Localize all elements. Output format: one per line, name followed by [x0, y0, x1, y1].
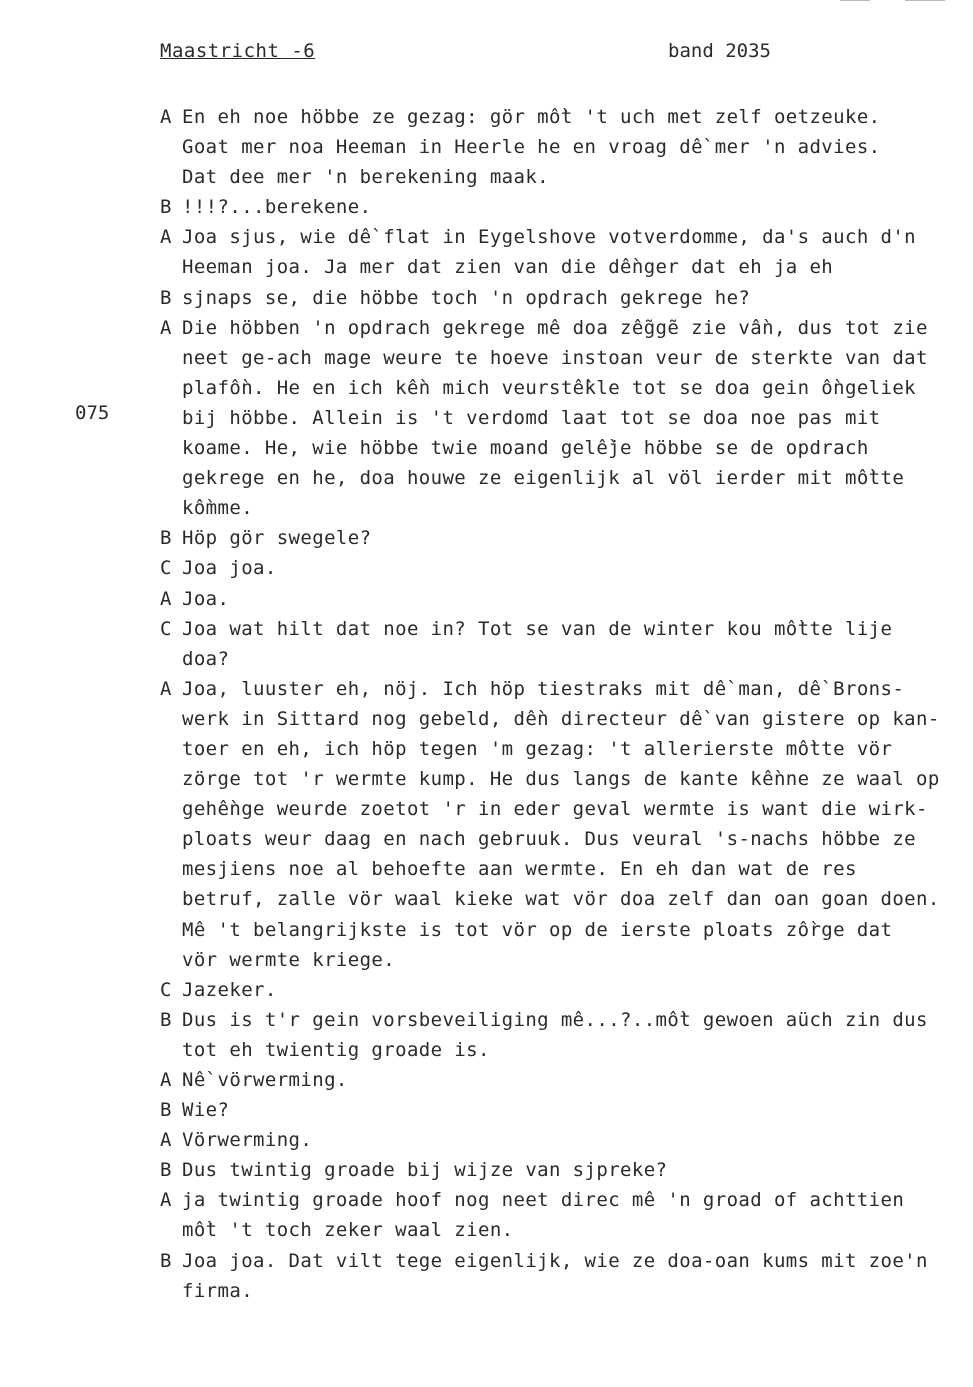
utterance-line: gehềnge weurde zoetot 'r in eder geval wermte is want die wirk-: [182, 798, 928, 821]
utterance: [182, 1065, 970, 1095]
page-title: Maastricht -6: [160, 40, 316, 62]
utterance-line: mesjiens noe al behoefte aan wermte. En eh dan wat de res: [182, 858, 857, 881]
utterance: [182, 1155, 970, 1185]
utterance-line: mồt 't toch zeker waal zien.: [182, 1219, 514, 1242]
speaker-label: C: [160, 978, 172, 1001]
utterance-line: firma.: [182, 1279, 254, 1302]
utterance-line: Wie?: [182, 1099, 230, 1122]
transcript-turn: [160, 192, 970, 222]
utterance: [182, 192, 970, 222]
utterance-line: koame. He, wie höbbe twie moand gelềje höbbe se de opdrach: [182, 437, 869, 460]
utterance-line: Nề vörwerming.: [182, 1069, 348, 1091]
utterance: [182, 313, 970, 524]
utterance-line: ploats weur daag en nach gebruuk. Dus veural 's-nachs höbbe ze: [182, 828, 917, 851]
utterance: [182, 1185, 970, 1245]
utterance: [182, 1246, 970, 1306]
speaker-label: A: [160, 1129, 172, 1152]
utterance-line: werk in Sittard nog gebeld, dền directeur dề van gistere op kan-: [182, 707, 940, 730]
utterance: [182, 222, 970, 282]
utterance: [182, 614, 970, 674]
utterance-line: Jazeker.: [182, 978, 277, 1001]
transcript-turn: [160, 1246, 970, 1306]
transcript-turn: [160, 222, 970, 282]
utterance: [182, 102, 970, 192]
transcript-turn: [160, 523, 970, 553]
utterance-line: vör wermte kriege.: [182, 948, 396, 971]
utterance-line: Joa, luuster eh, nöj. Ich höp tiestraks mit dề man, dề Brons-: [182, 677, 905, 700]
speaker-label: B: [160, 1008, 172, 1031]
speaker-label: A: [160, 587, 172, 610]
transcript-turn: [160, 1185, 970, 1245]
utterance: [182, 1125, 970, 1155]
utterance-line: Dus twintig groade bij wijze van sjpreke?: [182, 1159, 668, 1182]
speaker-label: A: [160, 1069, 172, 1091]
utterance-line: betruf, zalle vör waal kieke wat vör doa zelf dan oan goan doen.: [182, 888, 940, 911]
transcript-turn: [160, 975, 970, 1005]
speaker-label: C: [160, 617, 172, 640]
utterance-line: !!!?...berekene.: [182, 196, 372, 219]
utterance-line: Joa sjus, wie dề flat in Eygelshove votverdomme, da's auch d'n: [182, 226, 917, 249]
utterance-line: Joa joa.: [182, 557, 277, 580]
transcript-turn: [160, 1095, 970, 1125]
utterance-line: Die höbben 'n opdrach gekrege mê doa zễggẽ zie vần, dus tot zie: [182, 316, 928, 339]
utterance-line: Joa joa. Dat vilt tege eigenlijk, wie ze doa-oan kums mit zoe'n: [182, 1249, 928, 1272]
utterance-line: neet ge-ach mage weure te hoeve instoan veur de sterkte van dat: [182, 346, 928, 369]
transcript-turn: [160, 674, 970, 975]
speaker-label: B: [160, 1159, 172, 1182]
transcript-turn: [160, 1155, 970, 1185]
scan-edge-mark: [905, 0, 945, 1]
utterance-line: sjnaps se, die höbbe toch 'n opdrach gekrege he?: [182, 286, 751, 309]
utterance-line: gekrege en he, doa houwe ze eigenlijk al völ ierder mit mồtte: [182, 467, 905, 490]
scan-edge-mark: [840, 0, 870, 1]
transcript-turn: [160, 553, 970, 583]
utterance-line: doa?: [182, 647, 230, 670]
speaker-label: B: [160, 286, 172, 309]
utterance-line: En eh noe höbbe ze gezag: gör mồt 't uch met zelf oetzeuke.: [182, 106, 881, 128]
transcript-turn: [160, 1125, 970, 1155]
utterance-line: toer en eh, ich höp tegen 'm gezag: 't allerierste mồtte vör: [182, 737, 893, 760]
margin-counter: 075: [75, 402, 110, 424]
speaker-label: B: [160, 1099, 172, 1122]
utterance: [182, 1095, 970, 1125]
tape-number: band 2035: [668, 40, 771, 62]
speaker-label: B: [160, 196, 172, 219]
speaker-label: C: [160, 557, 172, 580]
utterance-line: bij höbbe. Allein is 't verdomd laat tot se doa noe pas mit: [182, 406, 881, 429]
utterance-line: Dus is t'r gein vorsbeveiliging mê...?..mồt gewoen aüch zin dus: [182, 1008, 928, 1031]
utterance-line: Joa wat hilt dat noe in? Tot se van de winter kou mồtte lije: [182, 617, 893, 640]
utterance: [182, 553, 970, 583]
speaker-label: B: [160, 1249, 172, 1272]
utterance-line: kồmme.: [182, 497, 254, 520]
utterance-line: Höp gör swegele?: [182, 527, 372, 550]
transcript-turn: [160, 1065, 970, 1095]
transcript-turn: [160, 283, 970, 313]
utterance: [182, 283, 970, 313]
transcript-turn: [160, 1005, 970, 1065]
transcript-turn: [160, 584, 970, 614]
utterance: [182, 975, 970, 1005]
utterance-line: Dat dee mer 'n berekening maak.: [182, 166, 550, 189]
utterance-line: Goat mer noa Heeman in Heerle he en vroag dề mer 'n advies.: [182, 136, 881, 159]
utterance-line: plafồn. He en ich kền mich veurstềkle tot se doa gein ồngeliek: [182, 376, 917, 399]
speaker-label: A: [160, 316, 172, 339]
transcript-turn: [160, 614, 970, 674]
utterance-line: tot eh twientig groade is.: [182, 1038, 490, 1061]
transcript-turn: [160, 102, 970, 192]
speaker-label: A: [160, 106, 172, 128]
utterance-line: Joa.: [182, 587, 230, 610]
utterance: [182, 1005, 970, 1065]
speaker-label: B: [160, 527, 172, 550]
utterance-line: Vörwerming.: [182, 1129, 313, 1152]
speaker-label: A: [160, 1189, 172, 1212]
utterance-line: Heeman joa. Ja mer dat zien van die dềnger dat eh ja eh: [182, 256, 834, 279]
utterance-line: ja twintig groade hoof nog neet direc mê 'n groad of achttien: [182, 1189, 905, 1212]
utterance-line: Mê 't belangrijkste is tot vör op de ierste ploats zồrge dat: [182, 918, 893, 941]
utterance: [182, 674, 970, 975]
speaker-label: A: [160, 226, 172, 249]
utterance: [182, 584, 970, 614]
utterance-line: zörge tot 'r wermte kump. He dus langs de kante kềnne ze waal op: [182, 768, 940, 791]
utterance: [182, 523, 970, 553]
transcript: [160, 102, 970, 1306]
transcript-turn: [160, 313, 970, 524]
speaker-label: A: [160, 677, 172, 700]
